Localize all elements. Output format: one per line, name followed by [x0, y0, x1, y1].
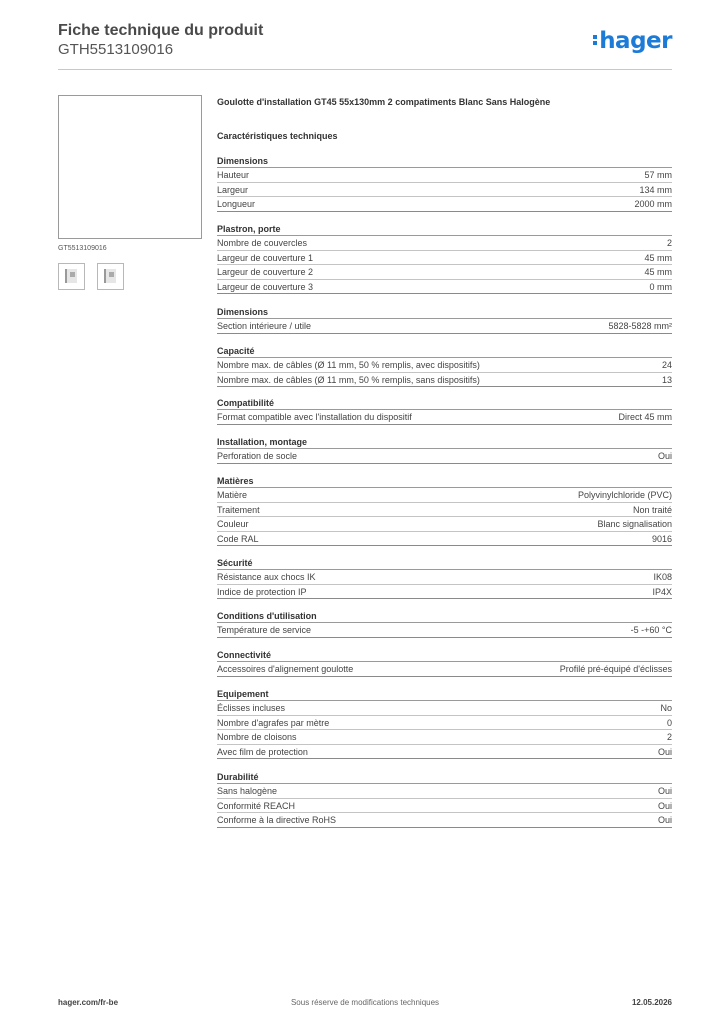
spec-value: Blanc signalisation	[597, 519, 672, 530]
spec-label: Section intérieure / utile	[217, 321, 312, 331]
spec-label: Matière	[217, 490, 248, 500]
spec-row	[217, 197, 672, 212]
spec-value: 0 mm	[649, 281, 672, 292]
spec-row	[217, 813, 672, 828]
duct-icon	[65, 269, 77, 283]
spec-group	[217, 436, 672, 464]
spec-row	[217, 488, 672, 503]
spec-row	[217, 410, 672, 425]
spec-row	[217, 623, 672, 638]
spec-value: Polyvinylchloride (PVC)	[577, 490, 672, 500]
product-reference: GTH5513109016	[58, 41, 174, 58]
spec-row	[217, 358, 672, 373]
spec-value: Profilé pré-équipé d'éclisses	[559, 664, 672, 674]
product-thumbnail[interactable]	[58, 263, 85, 290]
spec-label: Nombre de cloisons	[217, 732, 297, 743]
spec-row	[217, 265, 672, 280]
spec-value: 57 mm	[644, 170, 672, 180]
spec-value: 0	[666, 717, 672, 728]
spec-row	[217, 517, 672, 532]
spec-group-title: Compatibilité	[217, 397, 672, 410]
spec-row	[217, 373, 672, 388]
spec-value: 9016	[651, 533, 672, 544]
spec-label: Conforme à la directive RoHS	[217, 815, 337, 826]
spec-row	[217, 532, 672, 547]
spec-label: Traitement	[217, 504, 260, 515]
spec-group	[217, 475, 672, 546]
spec-label: Largeur	[217, 184, 249, 195]
spec-label: Indice de protection IP	[217, 586, 307, 597]
spec-value: Non traité	[632, 504, 672, 515]
logo-text: hager	[599, 28, 672, 54]
spec-row	[217, 701, 672, 716]
spec-group-title: Connectivité	[217, 649, 672, 662]
duct-icon	[104, 269, 116, 283]
spec-value: Oui	[657, 451, 672, 461]
spec-label: Largeur de couverture 1	[217, 252, 314, 263]
spec-label: Nombre max. de câbles (Ø 11 mm, 50 % remplis, avec dispositifs)	[217, 360, 480, 370]
spec-row	[217, 570, 672, 585]
spec-group-title: Conditions d'utilisation	[217, 610, 672, 623]
spec-label: Avec film de protection	[217, 746, 308, 757]
spec-value: 2	[666, 732, 672, 743]
hager-logo	[593, 28, 672, 54]
product-header	[217, 96, 672, 142]
spec-group	[217, 557, 672, 599]
spec-value: 2000 mm	[634, 199, 672, 210]
spec-group-title: Installation, montage	[217, 436, 672, 449]
spec-group	[217, 345, 672, 387]
spec-value: Oui	[657, 800, 672, 811]
spec-group	[217, 155, 672, 212]
spec-value: 24	[661, 360, 672, 370]
spec-label: Température de service	[217, 625, 312, 635]
spec-group	[217, 649, 672, 677]
spec-value: 45 mm	[644, 252, 672, 263]
spec-row	[217, 168, 672, 183]
spec-row	[217, 251, 672, 266]
footer-website[interactable]: hager.com/fr-be	[58, 998, 119, 1007]
logo-dots-icon	[593, 33, 597, 47]
spec-value: Direct 45 mm	[618, 412, 672, 422]
spec-group-title: Matières	[217, 475, 672, 488]
spec-row	[217, 183, 672, 198]
spec-row	[217, 236, 672, 251]
spec-label: Accessoires d'alignement goulotte	[217, 664, 354, 674]
product-image	[58, 95, 202, 239]
spec-label: Résistance aux chocs IK	[217, 572, 316, 582]
spec-label: Nombre d'agrafes par mètre	[217, 717, 330, 728]
spec-group-title: Durabilité	[217, 771, 672, 784]
spec-value: 13	[661, 374, 672, 385]
spec-label: Largeur de couverture 2	[217, 267, 314, 278]
spec-row	[217, 585, 672, 600]
spec-value: 45 mm	[644, 267, 672, 278]
spec-row	[217, 730, 672, 745]
spec-value: 5828-5828 mm²	[608, 321, 672, 331]
spec-value: IP4X	[652, 586, 672, 597]
spec-group	[217, 610, 672, 638]
spec-value: Oui	[657, 815, 672, 826]
spec-group	[217, 223, 672, 294]
spec-row	[217, 449, 672, 464]
spec-label: Largeur de couverture 3	[217, 281, 314, 292]
spec-group-title: Capacité	[217, 345, 672, 358]
spec-label: Couleur	[217, 519, 249, 530]
spec-label: Sans halogène	[217, 786, 278, 796]
spec-label: Nombre de couvercles	[217, 238, 308, 248]
characteristics-heading: Caractéristiques techniques	[217, 131, 338, 141]
spec-value: 2	[666, 238, 672, 248]
spec-group	[217, 688, 672, 759]
spec-label: Longueur	[217, 199, 256, 210]
spec-group-title: Plastron, porte	[217, 223, 672, 236]
product-image-caption: GT5513109016	[58, 245, 107, 252]
spec-group-title: Dimensions	[217, 306, 672, 319]
spec-value: Oui	[657, 786, 672, 796]
spec-label: Format compatible avec l'installation du dispositif	[217, 412, 412, 422]
spec-group	[217, 306, 672, 334]
spec-row	[217, 716, 672, 731]
footer-disclaimer: Sous réserve de modifications techniques	[290, 998, 440, 1007]
spec-row	[217, 784, 672, 799]
spec-label: Nombre max. de câbles (Ø 11 mm, 50 % remplis, sans dispositifs)	[217, 374, 480, 385]
spec-row	[217, 319, 672, 334]
spec-label: Code RAL	[217, 533, 259, 544]
spec-label: Conformité REACH	[217, 800, 296, 811]
spec-group-title: Dimensions	[217, 155, 672, 168]
product-thumbnail[interactable]	[97, 263, 124, 290]
spec-value: 134 mm	[639, 184, 672, 195]
spec-value: IK08	[653, 572, 672, 582]
spec-value: -5 -+60 °C	[630, 625, 672, 635]
spec-row	[217, 745, 672, 760]
spec-row	[217, 662, 672, 677]
spec-label: Hauteur	[217, 170, 250, 180]
spec-group-title: Equipement	[217, 688, 672, 701]
product-name: Goulotte d'installation GT45 55x130mm 2 compatiments Blanc Sans Halogène	[217, 97, 551, 107]
spec-group	[217, 397, 672, 425]
page-header	[58, 22, 672, 70]
spec-row	[217, 503, 672, 518]
spec-row	[217, 799, 672, 814]
spec-value: Oui	[657, 746, 672, 757]
spec-label: Éclisses incluses	[217, 703, 286, 713]
spec-row	[217, 280, 672, 295]
spec-value: No	[660, 703, 672, 713]
footer-date: 12.05.2026	[631, 998, 672, 1007]
page-title: Fiche technique du produit	[58, 22, 264, 39]
spec-group-title: Sécurité	[217, 557, 672, 570]
spec-group	[217, 771, 672, 828]
spec-label: Perforation de socle	[217, 451, 298, 461]
